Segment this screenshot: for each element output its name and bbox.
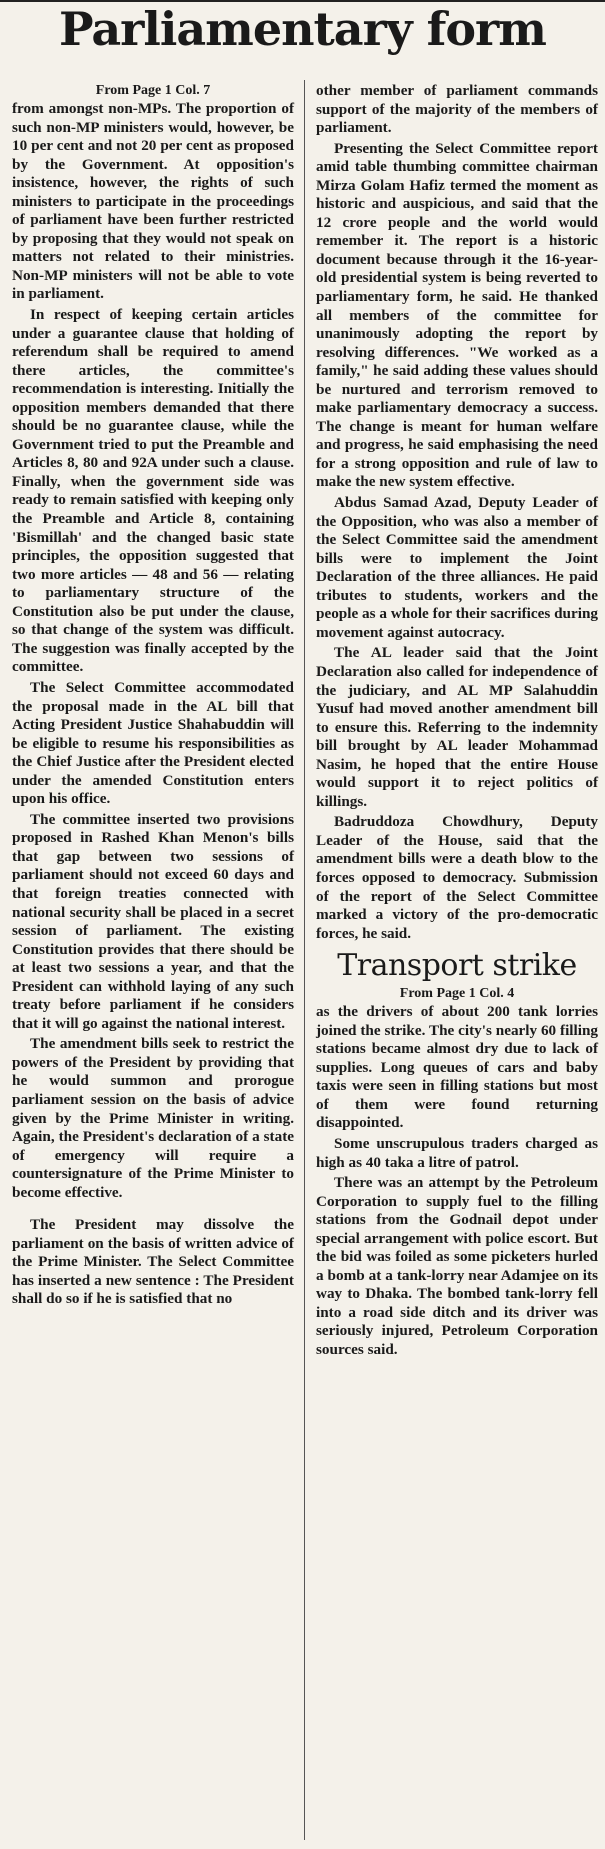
left-column [12,82,294,1309]
paragraph: The amendment bills seek to restrict the powers of the President by providing that he would summon and prorogue parliament session on the basis of advice given by the Prime Minister in writing. Again, the President's declaration of a state of emergency will require a countersignature of the Prime Minister to become effective. [12,1035,294,1201]
paragraph: as the drivers of about 200 tank lorries joined the strike. The city's nearly 60 filling stations became almost dry due to lack of supplies. Long queues of cars and baby taxis were seen in filling stations but most of them were found returning disappointed. [316,1003,598,1132]
paragraph: The AL leader said that the Joint Declaration also called for independence of the judiciary, and AL MP Salahuddin Yusuf had moved another amendment bill to ensure this. Referring to the indemnity bill brought by AL leader Mohammad Nasim, he hoped that the entire House would support it to reject politics of killings. [316,644,598,810]
paragraph: Presenting the Select Committee report amid table thumbing committee chairman Mirza Golam Hafiz termed the moment as historic and auspicious, and said that the 12 crore people and the world would remember it. The report is a historic document because through it the 16-year-old presidential system is being reverted to parliamentary form, he said. He thanked all members of the committee for unanimously adopting the report by resolving differences. "We worked as a family," he said adding these values should be nurtured and terrorism removed to make parliamentary democracy a success. The change is meant for human welfare and progress, he said emphasising the need for a strong opposition and rule of law to make the new system effective. [316,139,598,491]
paragraph: Badruddoza Chowdhury, Deputy Leader of the House, said that the amendment bills were a death blow to the forces opposed to democracy. Submission of the report of the Select Committee marked a victory of the pro-democratic forces, he said. [316,813,598,942]
paragraph: other member of parliament commands support of the majority of the members of parliament. [316,82,598,137]
paragraph: Some unscrupulous traders charged as high as 40 taka a litre of patrol. [316,1134,598,1171]
paragraph: Abdus Samad Azad, Deputy Leader of the Opposition, who was also a member of the Select Committee said the amendment bills were to implement the Joint Declaration of the three alliances. He paid tributes to students, workers and the people as a whole for their sacrifices during movement against autocracy. [316,494,598,641]
paragraph: from amongst non-MPs. The proportion of such non-MP ministers would, however, be 10 per cent and not 20 per cent as proposed by the Government. At opposition's insistence, however, the rights of such ministers to participate in the proceedings of parliament have been further restricted by proposing that they would not speak on matters not related to their ministries. Non-MP ministers will not be able to vote in parliament. [12,100,294,303]
headline: Parliamentary form [59,2,546,56]
paragraph: The President may dissolve the parliament on the basis of written advice of the Prime Minister. The Select Committee has inserted a new sentence : The President shall do so if he is satisfied that no [12,1216,294,1308]
column-rule [304,80,305,1840]
paragraph: In respect of keeping certain articles under a guarantee clause that holding of referendum shall be required to amend there articles, the committee's recommendation is interesting. Initially the opposition members demanded that there should be no guarantee clause, while the Government tried to put the Preamble and Articles 8, 80 and 92A under such a clause. Finally, when the government side was ready to remain satisfied with keeping only the Preamble and Article 8, containing 'Bismillah' and the changed basic state principles, the opposition suggested that two more articles — 48 and 56 — relating to parliamentary structure of the Constitution also be put under the clause, so that change of the system was difficult. The suggestion was finally accepted by the committee. [12,306,294,676]
paragraph: There was an attempt by the Petroleum Corporation to supply fuel to the filling stations from the Godnail depot under special arrangement with police escort. But the bid was foiled as some picketers hurled a bomb at a tank-lorry near Adamjee on its way to Dhaka. The bombed tank-lorry fell into a road side ditch and its driver was seriously injured, Petroleum Corporation sources said. [316,1174,598,1358]
paragraph: The committee inserted two provisions proposed in Rashed Khan Menon's bills that gap between two sessions of parliament should not exceed 60 days and that foreign treaties connected with national security shall be placed in a secret session of parliament. The existing Constitution provides that there should be at least two sessions a year, and that the President can withhold laying of any such treaty before parliament if he considers that it will go against the national interest. [12,810,294,1032]
sub-headline: Transport strike [337,948,577,984]
jump-line: From Page 1 Col. 7 [95,83,211,98]
paragraph: The Select Committee accommodated the proposal made in the AL bill that Acting President Justice Shahabuddin will be eligible to resume his responsibilities as the Chief Justice after the President elected under the amended Constitution enters upon his office. [12,678,294,808]
jump-line: From Page 1 Col. 4 [399,986,515,1002]
right-column [316,82,598,1360]
